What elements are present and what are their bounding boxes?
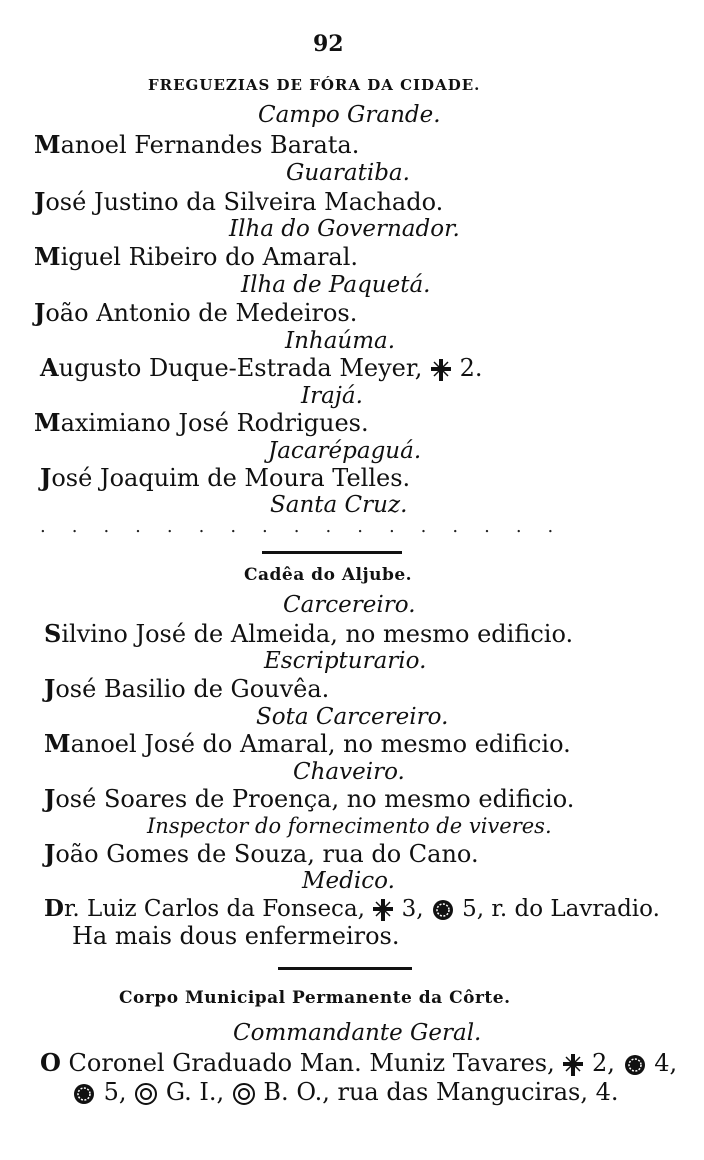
place-title: Inhaúma. [285, 328, 396, 354]
person-name: O Coronel Graduado Man. Muniz Tavares, 2, 4, [40, 1048, 678, 1077]
ring-medal-icon [134, 1082, 158, 1106]
person-name: Augusto Duque-Estrada Meyer, 2. [40, 353, 483, 382]
role-title: Sota Carcereiro. [256, 704, 449, 730]
extra-note: Ha mais dous enfermeiros. [72, 922, 400, 950]
section-heading-corpo-municipal: Corpo Municipal Permanente da Côrte. [119, 988, 511, 1008]
medal-icon [431, 898, 455, 922]
person-name: Manoel Fernandes Barata. [34, 130, 360, 159]
person-name: Silvino José de Almeida, no mesmo edificio. [44, 619, 574, 648]
role-title: Inspector do fornecimento de viveres. [147, 814, 552, 838]
ring-medal-icon [232, 1082, 256, 1106]
medal-icon [72, 1082, 96, 1106]
role-title: Medico. [302, 868, 395, 894]
page-number: 92 [313, 31, 344, 57]
divider-rule [262, 551, 402, 554]
person-name: Manoel José do Amaral, no mesmo edificio. [44, 729, 571, 758]
place-title: Jacarépaguá. [268, 438, 422, 464]
section-heading-freguezias: FREGUEZIAS DE FÓRA DA CIDADE. [148, 76, 481, 94]
role-title: Chaveiro. [293, 759, 405, 785]
place-title: Campo Grande. [258, 102, 441, 128]
place-title: Ilha do Governador. [229, 216, 460, 242]
cross-order-icon [562, 1053, 584, 1077]
person-name: João Antonio de Medeiros. [34, 298, 358, 327]
address-line: 5, G. I., B. O., rua das Manguciras, 4. [72, 1080, 619, 1106]
medal-icon [623, 1053, 647, 1077]
person-name: José Soares de Proença, no mesmo edificio. [44, 784, 575, 813]
role-title: Carcereiro. [283, 592, 416, 618]
place-title: Irajá. [301, 383, 363, 409]
section-heading-aljube: Cadêa do Aljube. [244, 565, 413, 585]
role-title: Commandante Geral. [233, 1020, 482, 1046]
divider-rule [278, 967, 412, 970]
person-name: Miguel Ribeiro do Amaral. [34, 242, 359, 271]
cross-order-icon [430, 358, 452, 382]
cross-order-icon [372, 898, 394, 922]
person-name: José Justino da Silveira Machado. [34, 187, 444, 216]
person-name: Maximiano José Rodrigues. [34, 408, 369, 437]
role-title: Escripturario. [264, 648, 427, 674]
place-title: Santa Cruz. [270, 492, 408, 518]
place-title: Ilha de Paquetá. [241, 272, 431, 298]
place-title: Guaratiba. [286, 160, 410, 186]
person-name: José Basilio de Gouvêa. [44, 674, 330, 703]
ellipsis-dots: ................. [40, 516, 580, 537]
person-name: Dr. Luiz Carlos da Fonseca, 3, 5, r. do Lavradio. [44, 895, 660, 922]
person-name: José Joaquim de Moura Telles. [40, 463, 411, 492]
person-name: João Gomes de Souza, rua do Cano. [44, 839, 479, 868]
